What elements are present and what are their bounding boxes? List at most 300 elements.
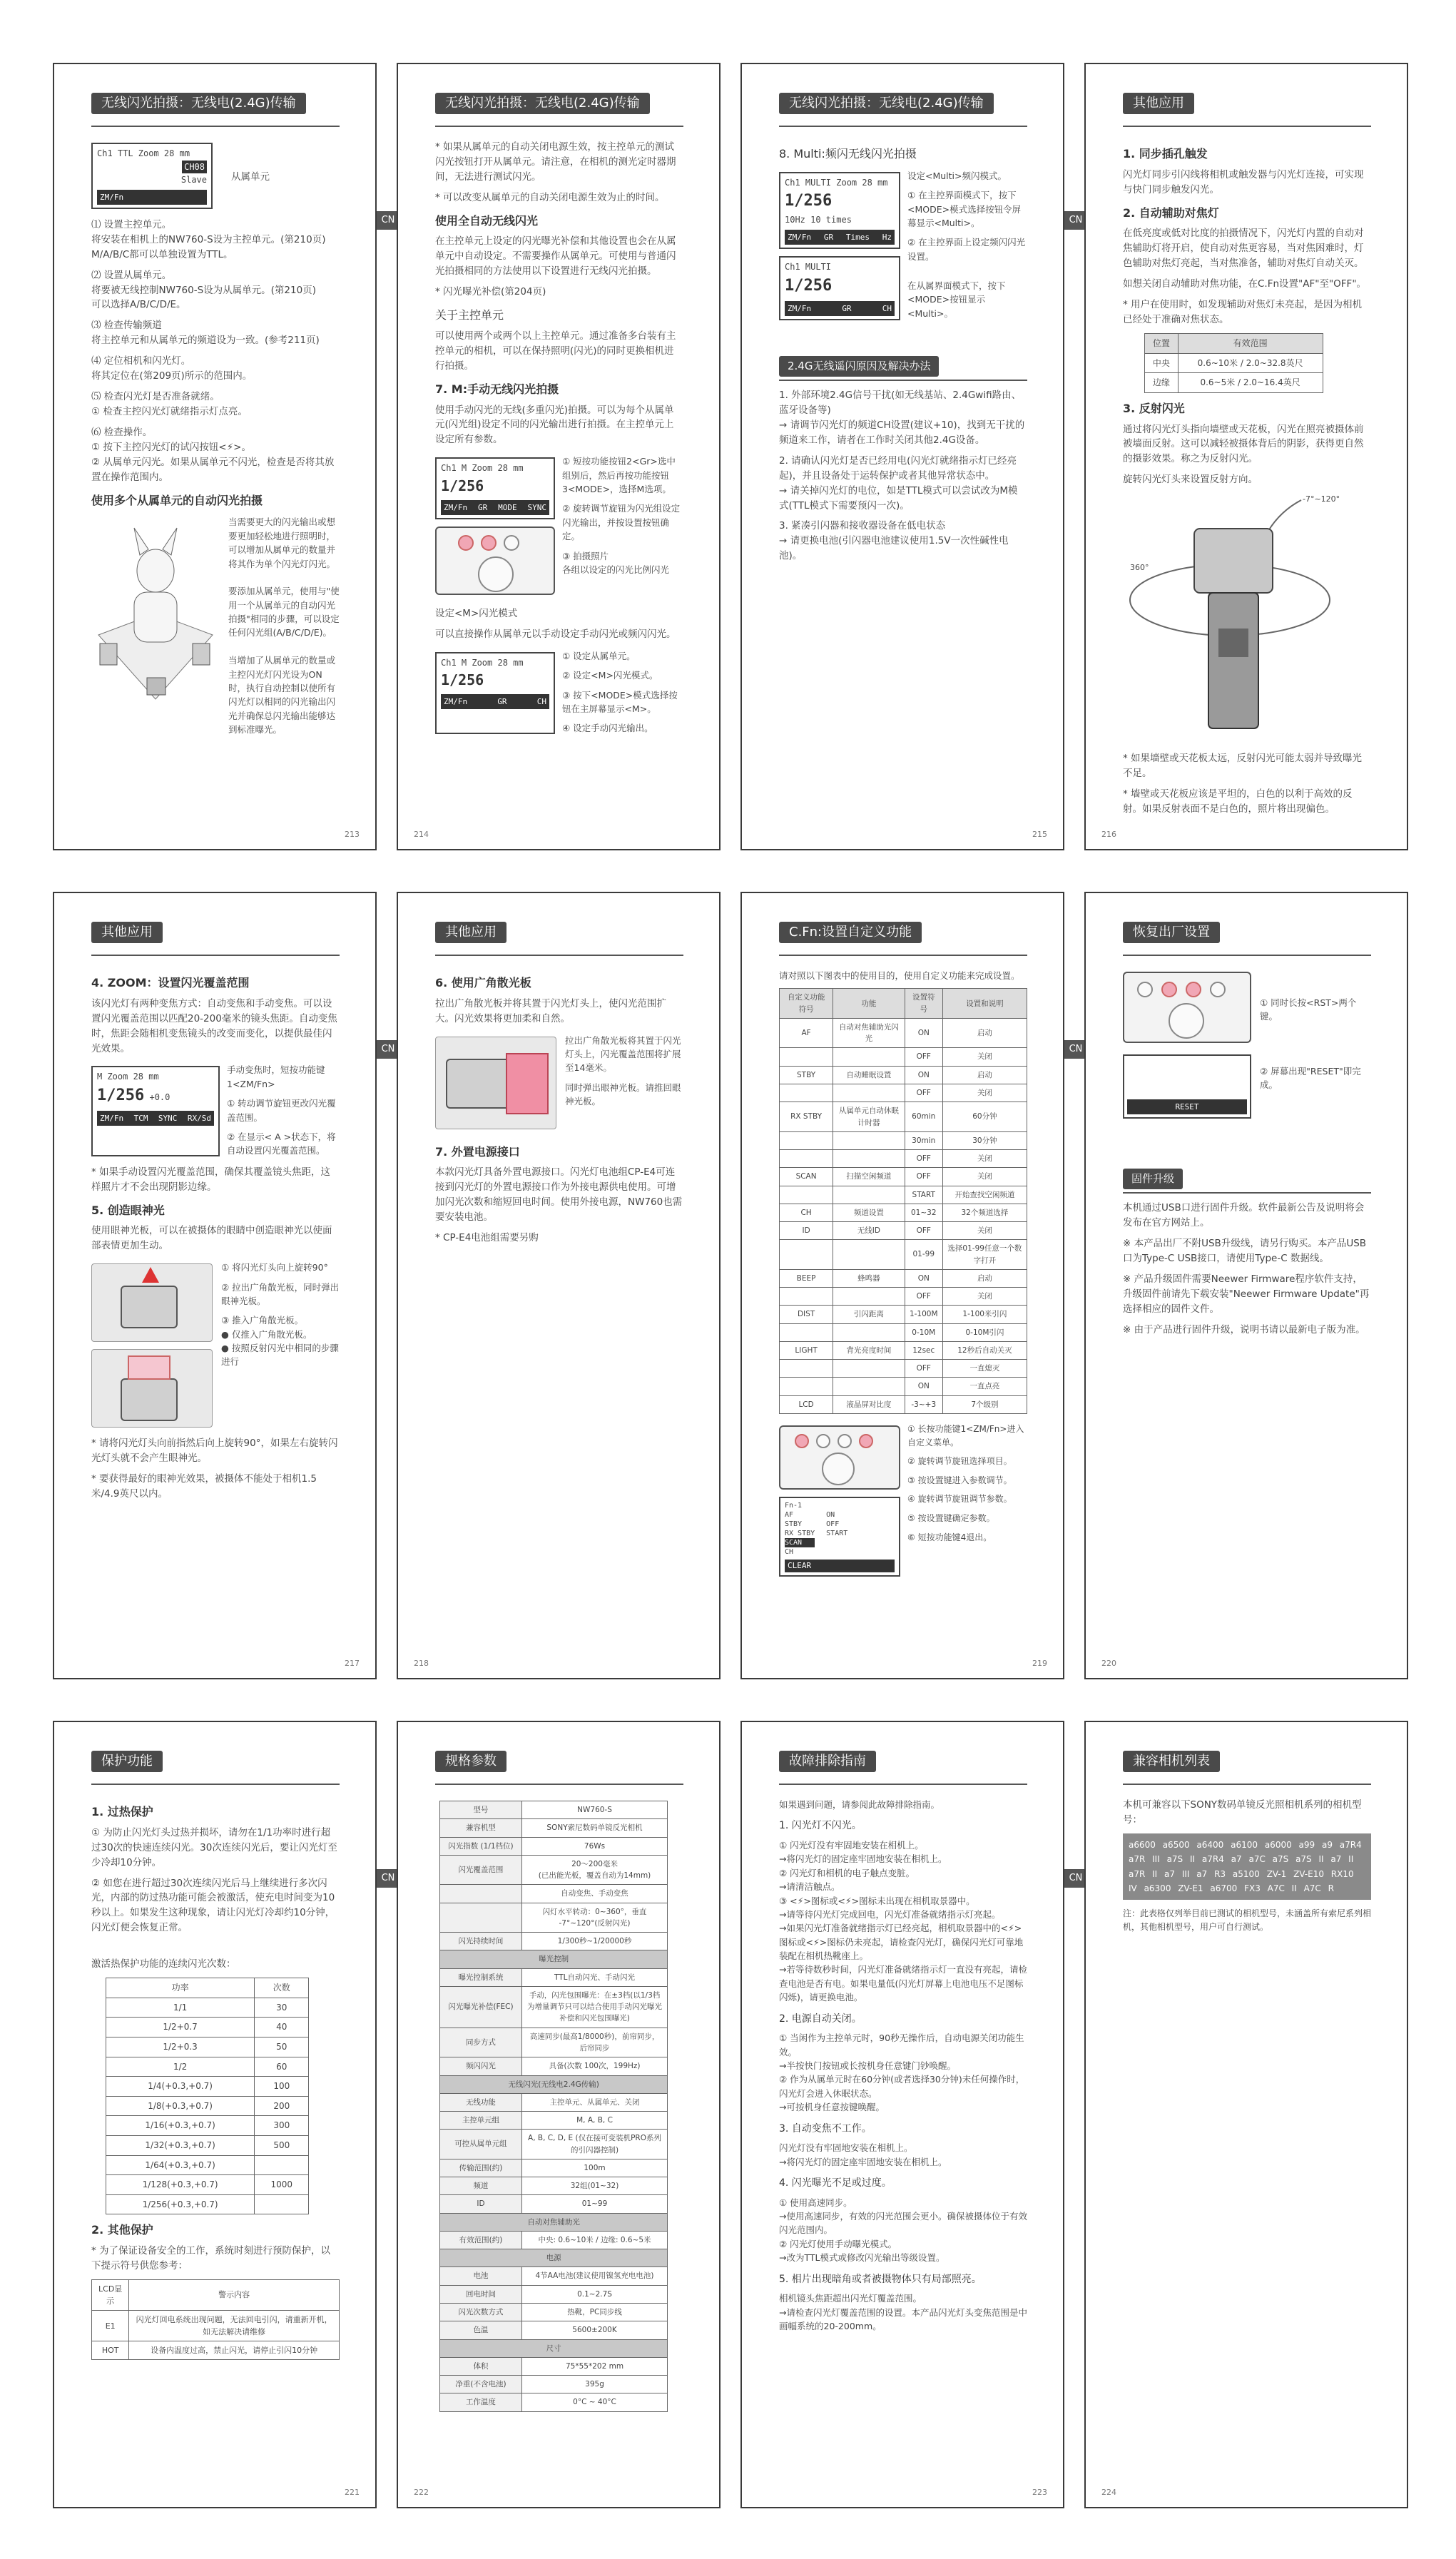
table-cell: 1/16(+0.3,+0.7) (106, 2116, 255, 2136)
subsection-title: 8. Multi:频闪无线闪光拍摄 (779, 147, 917, 161)
table-cell: 主控单元组 (440, 2112, 522, 2130)
table-row (440, 2057, 668, 2075)
flash-rotation-diagram (1123, 493, 1365, 750)
subsection-title: 1. 过热保护 (91, 1805, 153, 1818)
step: ⑤ 按设置键确定参数。 (907, 1512, 995, 1523)
table-row (780, 1323, 1027, 1341)
table-cell: 1/1 (106, 1998, 255, 2018)
menu-item: AF (785, 1511, 794, 1520)
step: ② 在显示< A >状态下，将自动设置闪光覆盖范围。 (227, 1131, 336, 1156)
lcd-top-line: Ch1 TTL Zoom 28 mm (97, 148, 190, 158)
table-row (440, 1950, 668, 1968)
subsection-title: 7. 外置电源接口 (435, 1144, 520, 1159)
flash-control-panel (435, 526, 555, 595)
wide-panel-icon (506, 1053, 549, 1114)
table-row (440, 2339, 668, 2357)
reset-bar (1127, 1099, 1247, 1114)
table-cell (780, 1288, 833, 1306)
manual-page-214 (397, 63, 721, 850)
table-cell (780, 1378, 833, 1395)
table-cell: DIST (780, 1306, 833, 1323)
paragraph: 如果遇到问题，请参阅此故障排除指南。 (779, 1799, 940, 1810)
section-header-text: 固件升级 (1131, 1172, 1175, 1185)
manual-page-222 (397, 1721, 721, 2508)
flash-lcd-display (91, 143, 213, 209)
table-cell: HOT (92, 2341, 129, 2360)
paragraph: ⑹ 检查操作。 ① 按下主控闪光灯的试闪按钮<⚡>。 ② 从属单元闪光。如果从属单元不闪光，检查是否将其放置在操作范围内。 (91, 426, 335, 483)
table-cell: 一直点亮 (942, 1378, 1027, 1395)
table-cell: 关闭 (942, 1168, 1027, 1186)
page-content (91, 967, 340, 1649)
table-row (440, 2093, 668, 2111)
bounce-flash-illustration (1123, 493, 1371, 750)
table-cell: OFF (905, 1168, 942, 1186)
paragraph: 使用手动闪光的无线(多重闪光)拍摄。可以为每个从属单元(闪光组)设定不同的闪光输出进行拍摄。在主控单元上设定所有参数。 (435, 404, 674, 446)
table-cell: 0°C ~ 40°C (521, 2393, 667, 2411)
section-header: 无线闪光拍摄：无线电(2.4G)传输 (779, 93, 994, 114)
table-row (780, 1360, 1027, 1378)
table-cell: 中央 (1145, 353, 1178, 373)
table-cell (780, 1048, 833, 1066)
table-row (780, 1150, 1027, 1168)
step: ① 短按功能按钮2<Gr>选中组别后，然后再按功能按钮3<MODE>，选择M选项。 (562, 456, 676, 495)
language-tab: CN (1064, 1040, 1087, 1059)
lcd-softkey-2: GR (478, 502, 488, 512)
table-cell: 1-100米引闪 (942, 1306, 1027, 1323)
lcd-top-line: M Zoom 28 mm (97, 1072, 159, 1082)
paragraph: 拉出广角散光板并将其置于闪光灯头上，使闪光范围扩大。闪光效果将更加柔和自然。 (435, 997, 666, 1024)
note: * 如果墙壁或天花板太远，反射闪光可能太弱并导致曝光不足。 (1123, 753, 1363, 780)
reset-label: RESET (1175, 1102, 1199, 1111)
table-cell: 自动变焦、手动变焦 (521, 1885, 667, 1903)
table-cell: 中央: 0.6~10米 / 边缘: 0.6~5米 (521, 2231, 667, 2249)
vertical-angle-label: -7°~120° (1303, 494, 1340, 504)
note: * 请将闪光灯头向前指然后向上旋转90°，如果左右旋转闪光灯头就不会产生眼神光。 (91, 1438, 338, 1465)
table-row (780, 1378, 1027, 1395)
table-cell: 闪灯水平转动：0~360°，垂直 -7°~120°(反射闪光) (521, 1903, 667, 1933)
page-number: 219 (1032, 1659, 1047, 1668)
table-row (780, 1288, 1027, 1306)
table-cell (833, 1240, 905, 1270)
table-cell: 1/300秒~1/20000秒 (521, 1933, 667, 1950)
page-content (435, 1796, 683, 2478)
table-cell: 7个级别 (942, 1395, 1027, 1413)
table-cell: 1/128(+0.3,+0.7) (106, 2175, 255, 2195)
table-row (780, 1240, 1027, 1270)
lcd-softkey-bar (441, 500, 549, 515)
table-cell: 30min (905, 1131, 942, 1149)
table-cell: 热靴，PC同步线 (521, 2303, 667, 2321)
table-cell (780, 1084, 833, 1102)
paragraph: 相机镜头焦距超出闪光灯覆盖范围。 →请检查闪光灯覆盖范围的设置。本产品闪光灯头变焦范围是中画幅系统的20-200mm。 (779, 2293, 1027, 2331)
table-cell (780, 1186, 833, 1204)
table-header: 警示内容 (129, 2279, 340, 2310)
header-divider (435, 126, 683, 127)
lcd-softkey-1: ZM/Fn (444, 502, 468, 512)
table-row (92, 2311, 340, 2341)
lcd-softkey-1: CLEAR (788, 1561, 812, 1571)
table-cell: 闪光次数方式 (440, 2303, 522, 2321)
step: ② 屏幕出现"RESET"即完成。 (1260, 1066, 1361, 1091)
subsection-title: 2. 电源自动关闭。 (779, 2013, 862, 2025)
paragraph: 激活热保护功能的连续闪光次数： (91, 1958, 236, 1970)
table-row (440, 2159, 668, 2177)
subsection-title: 设定<M>闪光模式 (435, 607, 518, 619)
table-cell: 频闪闪光 (440, 2057, 522, 2075)
page-number: 214 (414, 830, 429, 839)
custom-function-table (779, 988, 1027, 1414)
table-section-header: 自动对焦辅助光 (440, 2213, 668, 2231)
paragraph: 2. 请确认闪光灯是否已经用电(闪光灯就绪指示灯已经亮起)，并且设备处于运转保护或者其他异常状态中。 → 请关掉闪光灯的电位，如是TTL模式可以尝试改为M模式(TTL模式下需要预闪一次)。 (779, 454, 1018, 512)
catchlight-panel-image (91, 1349, 213, 1428)
table-cell: 启动 (942, 1018, 1027, 1048)
table-cell: 净重(不含电池) (440, 2376, 522, 2393)
horizontal-angle-label: 360° (1130, 563, 1149, 573)
lcd-power-value: 1/256 (441, 671, 484, 689)
paragraph: 通过将闪光灯头指向墙壁或天花板，闪光在照亮被摄体前被墙面反射。这可以减轻被摄体背后的阴影，获得更自然的摄影效果。称之为反射闪光。 (1123, 423, 1364, 465)
table-section-header: 尺寸 (440, 2339, 668, 2357)
lcd-softkey-bar (97, 190, 207, 205)
table-row (106, 2116, 309, 2136)
flash-lcd-display (779, 172, 900, 249)
header-divider (779, 955, 1027, 956)
table-cell: 型号 (440, 1801, 522, 1819)
compatible-models-list: a6600 a6500 a6400 a6100 a6000 a99 a9 a7R4 a7R III a7S II a7R4 a7 a7C a7S a7S II a7 II a7R II a7 III a7 R3 a5100 ZV-1 ZV-E10 RX10 IV a6300 ZV-E1 a6700 FX3 A7C II A7C R (1123, 1833, 1371, 1901)
table-row (780, 1306, 1027, 1323)
table-cell: 1/2+0.3 (106, 2037, 255, 2057)
language-tab: CN (377, 1040, 399, 1059)
subsection-title: 7. M:手动无线闪光拍摄 (435, 382, 559, 396)
table-row (440, 2231, 668, 2249)
table-cell: M, A, B, C (521, 2112, 667, 2130)
table-cell: E1 (92, 2311, 129, 2341)
table-cell: 自动睡眠设置 (833, 1066, 905, 1084)
function-button (481, 535, 497, 551)
table-cell: 5600±200K (521, 2321, 667, 2339)
subsection-title: 5. 相片出现暗角或者被摄物体只有局部照亮。 (779, 2273, 982, 2285)
page-number: 218 (414, 1659, 429, 1668)
lcd-softkey-bar (785, 230, 895, 245)
lcd-power-value: 1/256 (441, 477, 484, 494)
table-cell: 从属单元自动休眠计时器 (833, 1102, 905, 1132)
table-cell: 频道设置 (833, 1204, 905, 1221)
table-cell: LIGHT (780, 1341, 833, 1359)
note: * 闪光曝光补偿(第204页) (435, 286, 546, 298)
page-number: 217 (345, 1659, 360, 1668)
table-cell: 300 (255, 2116, 309, 2136)
section-header: 规格参数 (435, 1751, 506, 1772)
function-button (838, 1434, 852, 1448)
paragraph: 手动变焦时，短按功能键1<ZM/Fn> (227, 1064, 325, 1089)
manual-page-220 (1084, 892, 1408, 1679)
paragraph: 本机通过USB口进行固件升级。软件最新公告及说明将会发布在官方网站上。 (1123, 1202, 1365, 1229)
table-cell: A, B, C, D, E (仅在接可变装机PRO系列的引闪器控制) (521, 2130, 667, 2159)
lcd-channel: CH08 (182, 161, 207, 174)
lcd-power-value: 1/256 (785, 192, 833, 210)
control-dial (822, 1453, 855, 1485)
table-cell (833, 1323, 905, 1341)
table-row (440, 1855, 668, 1885)
lcd-softkey-bar (785, 301, 895, 316)
table-cell: 30 (255, 1998, 309, 2018)
table-cell: 0.1~2.7S (521, 2285, 667, 2303)
table-cell: 无线功能 (440, 2093, 522, 2111)
table-cell: 闪光指数 (1/1档位) (440, 1837, 522, 1855)
table-header: 设置和说明 (942, 989, 1027, 1019)
table-cell: 30分钟 (942, 1131, 1027, 1149)
step: ② 旋转调节旋钮选择项目。 (907, 1456, 1012, 1467)
table-cell: 频道 (440, 2177, 522, 2195)
table-cell: 高速同步(最高1/8000秒)，前帘同步，后帘同步 (521, 2028, 667, 2057)
flash-lcd-display (779, 256, 900, 320)
paragraph: 同时弹出眼神光板。请推回眼神光板。 (565, 1082, 681, 1107)
table-cell: 395g (521, 2376, 667, 2393)
table-cell (833, 1150, 905, 1168)
note: * 墙壁或天花板应该是平坦的，白色的以利于高效的反射。如果反射表面不是白色的，照片将出现偏色。 (1123, 788, 1353, 815)
table-cell: 200 (255, 2096, 309, 2116)
menu-value: ON (826, 1511, 835, 1520)
table-row (440, 2130, 668, 2159)
table-cell: 液晶屏对比度 (833, 1395, 905, 1413)
paragraph: 3. 紧凑引闪器和接收器设备在低电状态 → 请更换电池(引闪器电池建议使用1.5V一次性碱性电池)。 (779, 520, 1009, 562)
table-header: 功能 (833, 989, 905, 1019)
table-row (440, 2267, 668, 2285)
table-row (780, 1084, 1027, 1102)
table-cell (255, 2155, 309, 2175)
table-cell: 01~99 (521, 2195, 667, 2213)
table-cell: 一直熄灭 (942, 1360, 1027, 1378)
lcd-softkey-1: ZM/Fn (444, 697, 468, 707)
section-header: 无线闪光拍摄：无线电(2.4G)传输 (435, 93, 650, 114)
table-row (106, 2135, 309, 2155)
table-row (440, 2393, 668, 2411)
table-cell: 兼容机型 (440, 1819, 522, 1837)
subsection-title: 4. 闪光曝光不足或过度。 (779, 2177, 892, 2189)
function-button (1137, 982, 1153, 997)
lcd-softkey-3: CH (536, 697, 546, 707)
menu-item: STBY (785, 1520, 803, 1529)
table-row (440, 1903, 668, 1933)
menu-value: START (826, 1530, 848, 1538)
table-cell: OFF (905, 1084, 942, 1102)
step: ③ 推入广角散光板。 ● 仅推入广角散光板。 ● 按照反射闪光中相同的步骤进行 (221, 1315, 339, 1368)
paragraph: ⑸ 检查闪光灯是否准备就绪。 ① 检查主控闪光灯就绪指示灯点亮。 (91, 391, 248, 417)
table-cell: STBY (780, 1066, 833, 1084)
table-row (440, 1801, 668, 1819)
table-row (440, 2249, 668, 2267)
table-cell: 0.6~5米 / 2.0~16.4英尺 (1178, 373, 1323, 393)
step: ② 在主控界面上设定频闪闪光设置。 (907, 237, 1026, 262)
side-paragraph: 当需要更大的闪光输出或想要更加轻松地进行照明时，可以增加从属单元的数量并将其作为单个闪光灯闪光。 要添加从属单元，使用与"使用一个从属单元的自动闪光拍摄"相同的步骤，可以设定任何闪光组(A/B/C/D/E)。 当增加了从属单元的数量或主控闪光灯闪光设为ON时，执行自动控制以使所有闪光灯以相同的闪光输出闪光并确保总闪光输出能够达到标准曝光。 (228, 517, 340, 735)
step: ① 长按功能键1<ZM/Fn>进入自定义菜单。 (907, 1424, 1024, 1448)
lcd-softkey-2: GR (823, 233, 834, 243)
table-cell (440, 1903, 522, 1933)
rst-button (1186, 982, 1201, 997)
table-cell: 无线ID (833, 1222, 905, 1240)
note: * 如果从属单元的自动关闭电源生效，按主控单元的测试闪光按钮打开从属单元。请注意，在相机的测光定时器期间，无法进行测试闪光。 (435, 141, 676, 183)
table-cell: 75*55*202 mm (521, 2357, 667, 2375)
table-cell: 闪光覆盖范围 (440, 1855, 522, 1885)
lcd-softkey-3: CH (882, 303, 892, 313)
table-row (780, 1131, 1027, 1149)
lcd-softkey-2: TCM (133, 1114, 148, 1124)
table-row (780, 1222, 1027, 1240)
table-cell: 500 (255, 2135, 309, 2155)
table-cell: 12秒后自动关灭 (942, 1341, 1027, 1359)
paragraph: 拉出广角散光板将其置于闪光灯头上，闪光覆盖范围将扩展至14毫米。 (565, 1034, 681, 1074)
paragraph: 该闪光灯有两种变焦方式：自动变焦和手动变焦。可以设置闪光覆盖范围以匹配20-200毫米的镜头焦距。自动变焦时，焦距会随相机变焦镜头的改变而变化，以提供最佳闪光效果。 (91, 997, 337, 1054)
table-cell: OFF (905, 1150, 942, 1168)
page-content (1123, 967, 1371, 1649)
page-content (435, 967, 683, 1649)
table-cell: OFF (905, 1048, 942, 1066)
table-row (440, 2195, 668, 2213)
table-cell: ON (905, 1378, 942, 1395)
paragraph: ① 当闲作为主控单元时，90秒无操作后，自动电源关闭功能生效。 →半按快门按钮或长按机身任意键门钞唤醒。 ② 作为从属单元时在60分钟(或者选择30分钟)未任何操作时，闪光灯会进入休眠状态。 →可按机身任意按键唤醒。 (779, 2033, 1025, 2113)
table-cell: -3~+3 (905, 1395, 942, 1413)
page-number: 215 (1032, 830, 1047, 839)
paragraph: ※ 由于产品进行固件升级，说明书请以最新电子版为准。 (1123, 1323, 1365, 1336)
table-cell: 60min (905, 1102, 942, 1132)
page-number: 213 (345, 830, 360, 839)
table-header: 设置符号 (905, 989, 942, 1019)
subsection-title: 6. 使用广角散光板 (435, 976, 531, 989)
manual-page-217 (53, 892, 377, 1679)
table-row (440, 1986, 668, 2028)
table-section-header: 电源 (440, 2249, 668, 2267)
table-cell: 60 (255, 2057, 309, 2077)
manual-page-218 (397, 892, 721, 1679)
table-cell: 背光亮度时间 (833, 1341, 905, 1359)
page-content (1123, 1796, 1371, 2478)
table-cell: 色温 (440, 2321, 522, 2339)
paragraph: 可以使用两个或两个以上主控单元。通过准备多台装有主控单元的相机，可以在保持照明(闪光)的同时更换相机进行拍摄。 (435, 330, 676, 372)
wide-panel-image (435, 1037, 556, 1129)
table-cell: 1/8(+0.3,+0.7) (106, 2096, 255, 2116)
table-cell: 1000 (255, 2175, 309, 2195)
arrow-up-icon (142, 1267, 159, 1283)
table-row (106, 2057, 309, 2077)
step: ⑥ 短按功能键4退出。 (907, 1532, 992, 1542)
section-header: C.Fn:设置自定义功能 (779, 922, 922, 943)
table-row (440, 1933, 668, 1950)
table-row (106, 2037, 309, 2057)
lcd-top-line: Ch1 MULTI (785, 262, 832, 273)
table-row (780, 1018, 1027, 1048)
paragraph: 闪光灯同步引闪线将相机或触发器与闪光灯连接，可实现与快门同步触发闪光。 (1123, 168, 1364, 195)
step: ② 设定<M>闪光模式。 (562, 670, 658, 681)
table-cell: 0-10M引闪 (942, 1323, 1027, 1341)
menu-value: OFF (826, 1520, 840, 1529)
lcd-softkey-bar (97, 1111, 214, 1126)
subsection-title: 1. 闪光灯不闪光。 (779, 1820, 862, 1832)
table-cell: 回电时间 (440, 2285, 522, 2303)
menu-item: CH (785, 1548, 794, 1557)
paragraph: ① 使用高速同步。 →使用高速同步，有效的闪光范围会更小。确保被摄体位于有效闪光范围内。 ② 闪光灯使用手动曝光模式。 →改为TTL模式或修改闪光输出等级设置。 (779, 2197, 1027, 2264)
subsection-title: 4. ZOOM：设置闪光覆盖范围 (91, 976, 250, 989)
table-cell: 启动 (942, 1066, 1027, 1084)
lcd-power-value: 1/256 (785, 276, 833, 295)
language-tab: CN (377, 211, 399, 230)
table-row (780, 1204, 1027, 1221)
lcd-softkey-bar (785, 1560, 895, 1572)
table-cell: 76Ws (521, 1837, 667, 1855)
table-cell: START (905, 1186, 942, 1204)
function-button (504, 535, 519, 551)
lcd-softkey-3: Times (845, 233, 870, 243)
table-row (440, 2112, 668, 2130)
flash-lcd-display (435, 457, 555, 519)
header-divider (435, 955, 683, 956)
language-tab: CN (1064, 211, 1087, 230)
function-button (816, 1434, 830, 1448)
flash-lcd-display (435, 652, 555, 734)
table-cell (833, 1131, 905, 1149)
note: * CP-E4电池组需要另购 (435, 1232, 539, 1244)
note: 注：此表格仅列举目前已测试的相机型号，未涵盖所有索尼系列相机，其他相机型号，用户可自行测试。 (1123, 1908, 1371, 1932)
header-divider (435, 1784, 683, 1785)
table-cell: 0.6~10米 / 2.0~32.8英尺 (1178, 353, 1323, 373)
table-cell: 40 (255, 2018, 309, 2037)
section-header: 恢复出厂设置 (1123, 922, 1220, 943)
step: ① 在主控界面模式下，按下<MODE>模式选择按钮令屏幕显示<Multi>。 (907, 190, 1022, 228)
function-button (795, 1434, 809, 1448)
table-row (780, 1186, 1027, 1204)
table-row (1145, 373, 1323, 393)
step: ② 拉出广角散光板，同时弹出眼神光板。 (221, 1281, 340, 1306)
paragraph: 设定<Multi>频闪模式。 (907, 170, 1007, 181)
paragraph: 本款闪光灯具备外置电源接口。闪光灯电池组CP-E4可连接到闪光灯的外置电源接口作为外接电源供电使用。可增加闪光次数和缩短回电时间。使用外接电源，NW760也需要安装电池。 (435, 1166, 683, 1223)
page-content (1123, 138, 1371, 820)
table-cell: 20～200毫米 (已出能光板，覆盖自动为14mm) (521, 1855, 667, 1885)
table-cell: TTL自动闪光、手动闪光 (521, 1968, 667, 1986)
table-cell: 设备内温度过高，禁止闪光，请停止引闪10分钟 (129, 2341, 340, 2360)
table-header: 有效范围 (1178, 333, 1323, 353)
table-row (780, 1048, 1027, 1066)
subsection-title: 1. 同步插孔触发 (1123, 147, 1208, 161)
control-dial (1169, 1003, 1204, 1039)
table-row (780, 1102, 1027, 1132)
header-divider (779, 126, 1027, 127)
step: ③ 拍摄照片 各组以设定的闪光比例闪光 (562, 550, 670, 575)
table-row (780, 1269, 1027, 1287)
table-row (440, 2028, 668, 2057)
lcd-multi-settings: 10Hz 10 times (785, 215, 852, 225)
paragraph: 使用眼神光板，可以在被摄体的眼睛中创造眼神光以使面部表情更加生动。 (91, 1225, 332, 1252)
manual-page-224 (1084, 1721, 1408, 2508)
manual-page-215 (740, 63, 1064, 850)
paragraph: 可以直接操作从属单元以手动设定手动闪光或频闪闪光。 (435, 628, 676, 640)
header-divider (779, 1784, 1027, 1785)
paragraph: 在主控单元上设定的闪光曝光补偿和其他设置也会在从属单元中自动设定。不需要操作从属单元。可使用与普通闪光拍摄相同的方法使用以下设置进行无线闪光拍摄。 (435, 235, 676, 278)
table-row (106, 1998, 309, 2018)
note: * 用户在使用时，如发现辅助对焦灯未亮起，是因为相机已经处于准确对焦状态。 (1123, 299, 1363, 326)
lcd-top-line: Ch1 MULTI Zoom 28 mm (785, 177, 888, 188)
lcd-fec-value: +0.0 (149, 1092, 170, 1103)
flash-lcd-display (91, 1066, 220, 1156)
table-cell: 可控从属单元组 (440, 2130, 522, 2159)
header-divider (91, 1784, 340, 1785)
table-cell: 100 (255, 2077, 309, 2097)
table-cell: ON (905, 1269, 942, 1287)
table-header: 功率 (106, 1978, 255, 1998)
table-row (780, 1168, 1027, 1186)
note: * 如果手动设置闪光覆盖范围，确保其覆盖镜头焦距，这样照片才不会出现阴影边缘。 (91, 1166, 331, 1193)
table-cell: 主控单元、从属单元、关闭 (521, 2093, 667, 2111)
table-section-header: 曝光控制 (440, 1950, 668, 1968)
lcd-softkey-4: SYNC (527, 502, 546, 512)
table-cell: 1/2+0.7 (106, 2018, 255, 2037)
